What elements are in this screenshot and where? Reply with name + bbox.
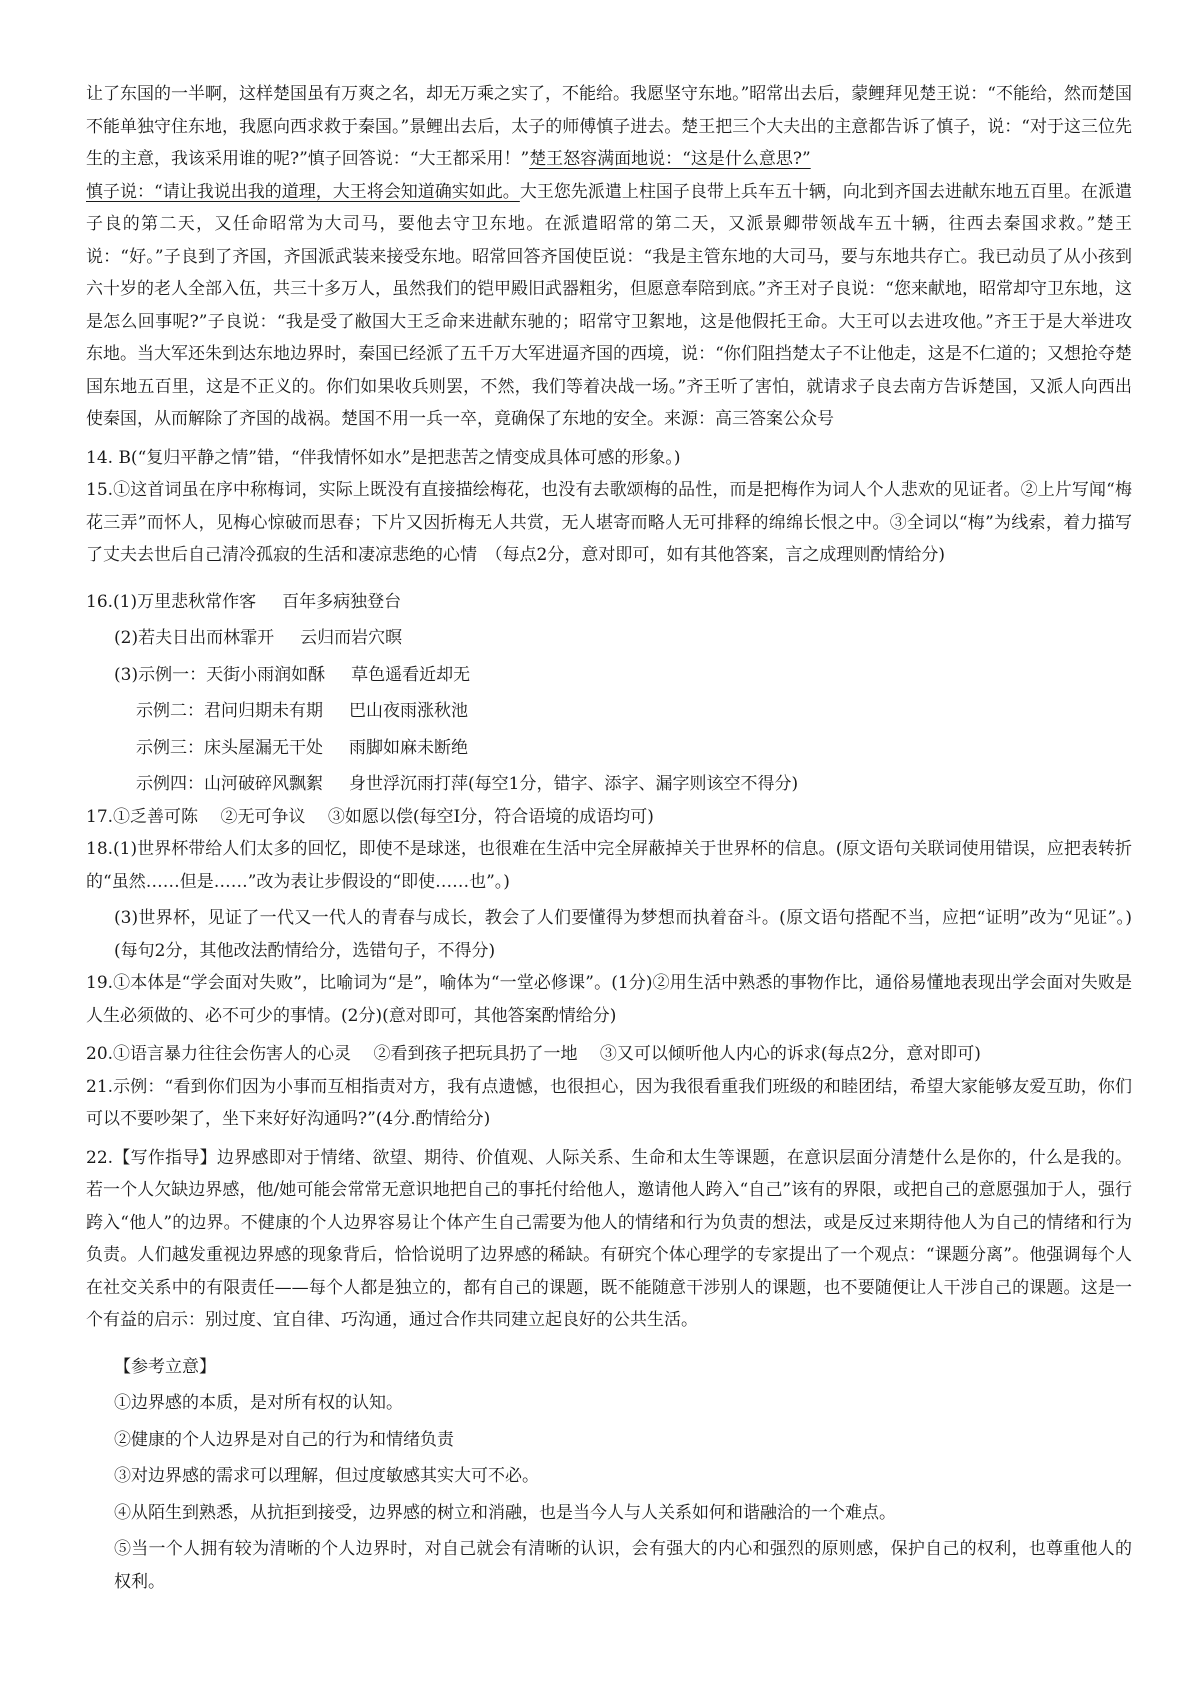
- answer-18-part-1: 18.(1)世界杯带给人们太多的回忆，即使不是球迷，也很难在生活中完全屏蔽掉关于世界杯的信息。(原文语句关联词使用错误，应把表转折的“虽然……但是……”改为表让步假设的“即使……也”。): [86, 839, 1132, 892]
- answer-16-line-5: [86, 732, 1132, 765]
- underlined-sentence-2: 慎子说：“请让我说出我的道理，大王将会知道确实如此。: [86, 181, 520, 202]
- verse: 雨脚如麻未断绝: [349, 737, 468, 758]
- passage-text-1: 让了东国的一半啊，这样楚国虽有万爽之名，却无万乘之实了，不能给。我愿坚守东地。”昭常出去后，蒙鲤拜见楚王说：“不能给，然而楚国不能单独守住东地，我愿向西求救于秦国。”景鲤出去后，太子的师傅慎子进去。楚王把三个大夫出的主意都告诉了慎子，说：“对于这三位先生的主意，我该采用谁的呢?”慎子回答说：“大王都采用！”: [86, 84, 1132, 169]
- verse: 身世浮沉雨打萍(每空1分，错字、添字、漏字则该空不得分): [349, 774, 799, 794]
- reference-ideas-list: [86, 1387, 1132, 1598]
- verse: 示例四：山河破碎风飘絮: [136, 774, 323, 794]
- reference-idea-item: ①边界感的本质，是对所有权的认知。: [114, 1393, 403, 1413]
- answer-16-line-1: [86, 586, 1132, 619]
- translation-passage: [86, 78, 1132, 436]
- passage-text-2: 大王您先派遣上柱国子良带上兵车五十辆，向北到齐国去进献东地五百里。在派遣子良的第二天，又任命昭常为大司马，要他去守卫东地。在派遣昭常的第二天，又派景卿带领战车五十辆，往西去秦国求救。”楚王说：“好。”子良到了齐国，齐国派武装来接受东地。昭常回答齐国使臣说：“我是主管东地的大司马，要与东地共存亡。我已动员了从小孩到六十岁的老人全部入伍，共三十多万人，虽然我们的铠甲殿旧武器粗劣，但愿意奉陪到底。”齐王对子良说：“您来献地，昭常却守卫东地，这是怎么回事呢?”子良说：“我是受了敝国大王乏命来进献东驰的；昭常守卫絮地，这是他假托王命。大王可以去进攻他。”齐王于是大举进攻东地。当大军还朱到达东地边界时，秦国已经派了五千万大军进逼齐国的西境，说：“你们阻挡楚太子不让他走，这是不仁道的；又想抢夺楚国东地五百里，这是不正义的。你们如果收兵则罢，不然，我们等着决战一场。”齐王听了害怕，就请求子良去南方告诉楚国，又派人向西出使秦国，从而解除了齐国的战祸。楚国不用一兵一卒，竟确保了东地的安全。来源：高三答案公众号: [86, 181, 1132, 429]
- answer-19: 19.①本体是“学会面对失败”，比喻词为“是”，喻体为“一堂必修课”。(1分)②用生活中熟悉的事物作比，通俗易懂地表现出学会面对失败是人生必须做的、必不可少的事情。(2分)(意对即可，其他答案酌情给分): [86, 973, 1132, 1026]
- answer-16-line-6: [86, 768, 1132, 801]
- answer-document: [86, 78, 1132, 1598]
- answer-16-line-2: [86, 622, 1132, 655]
- reference-idea-item: ②健康的个人边界是对自己的行为和情绪负责: [114, 1429, 454, 1450]
- answer-16-line-3: [86, 659, 1132, 692]
- answer-17: 17.①乏善可陈 ②无可争议 ③如愿以偿(每空Ⅰ分，符合语境的成语均可): [86, 806, 654, 827]
- reference-ideas-heading: 【参考立意】: [114, 1356, 216, 1377]
- verse: 示例三：床头屋漏无干处: [136, 737, 323, 758]
- verse: (3)示例一：天街小雨润如酥: [114, 664, 326, 685]
- reference-idea-item: ④从陌生到熟悉，从抗拒到接受，边界感的树立和消融，也是当今人与人关系如何和谐融洽的一个难点。: [114, 1502, 896, 1523]
- verse: 草色遥看近却无: [351, 664, 471, 685]
- verse: 示例二：君问归期未有期: [136, 701, 323, 721]
- answer-20: 20.①语言暴力往往会伤害人的心灵 ②看到孩子把玩具扔了一地 ③又可以倾听他人内心的诉求(每点2分，意对即可): [86, 1044, 981, 1064]
- answer-15: 15.①这首词虽在序中称梅词，实际上既没有直接描绘梅花，也没有去歌颂梅的品性，而是把梅作为词人个人悲欢的见证者。②上片写闻“梅花三弄”而怀人，见梅心惊破而思春；下片又因折梅无人共赏，无人堪寄而略人无可排释的绵绵长恨之中。③全词以“梅”为线索，着力描写了丈夫去世后自己清冷孤寂的生活和凄凉悲绝的心情 （每点2分，意对即可，如有其他答案，言之成理则酌情给分): [86, 480, 1132, 565]
- reference-idea-item: ③对边界感的需求可以理解，但过度敏感其实大可不必。: [114, 1466, 539, 1486]
- verse: 16.(1)万里悲秋常作客: [86, 591, 257, 612]
- reference-idea-item: ⑤当一个人拥有较为清晰的个人边界时，对自己就会有清晰的认识，会有强大的内心和强烈的原则感，保护自己的权利，也尊重他人的权利。: [114, 1539, 1132, 1592]
- verse: 百年多病独登台: [282, 591, 402, 612]
- underlined-sentence-1: 楚王怒容满面地说：“这是什么意思?”: [529, 149, 811, 169]
- verse: (2)若夫日出而林霏开: [114, 628, 275, 648]
- verse: 云归而岩穴暝: [300, 628, 403, 648]
- verse: 巴山夜雨涨秋池: [349, 701, 468, 721]
- answer-16-line-4: [86, 695, 1132, 728]
- answer-18-part-2: (3)世界杯，见证了一代又一代人的青春与成长，教会了人们要懂得为梦想而执着奋斗。(原文语句搭配不当，应把“证明”改为“见证”。)(每句2分，其他改法酌情给分，选错句子，不得分): [114, 908, 1132, 961]
- answer-14: 14. B(“复归平静之情”错，“伴我情怀如水”是把悲苦之情变成具体可感的形象。): [86, 447, 681, 468]
- answer-21: 21.示例：“看到你们因为小事而互相指责对方，我有点遗憾，也很担心，因为我很看重我们班级的和睦团结，希望大家能够友爱互助，你们可以不要吵架了，坐下来好好沟通吗?”(4分.酌情给分): [86, 1076, 1132, 1129]
- answer-22-guidance: 22.【写作指导】边界感即对于情绪、欲望、期待、价值观、人际关系、生命和太生等课题，在意识层面分清楚什么是你的，什么是我的。若一个人欠缺边界感，他/她可能会常常无意识地把自己的事托付给他人，邀请他人跨入“自己”该有的界限，或把自己的意愿强加于人，强行跨入“他人”的边界。不健康的个人边界容易让个体产生自己需要为他人的情绪和行为负责的想法，或是反过来期待他人为自己的情绪和行为负责。人们越发重视边界感的现象背后，恰恰说明了边界感的稀缺。有研究个体心理学的专家提出了一个观点：“课题分离”。他强调每个人在社交关系中的有限责任——每个人都是独立的，都有自己的课题，既不能随意干涉别人的课题，也不要随便让人干涉自己的课题。这是一个有益的启示：别过度、宜自律、巧沟通，通过合作共同建立起良好的公共生活。: [86, 1147, 1132, 1330]
- answer-16: [86, 586, 1132, 801]
